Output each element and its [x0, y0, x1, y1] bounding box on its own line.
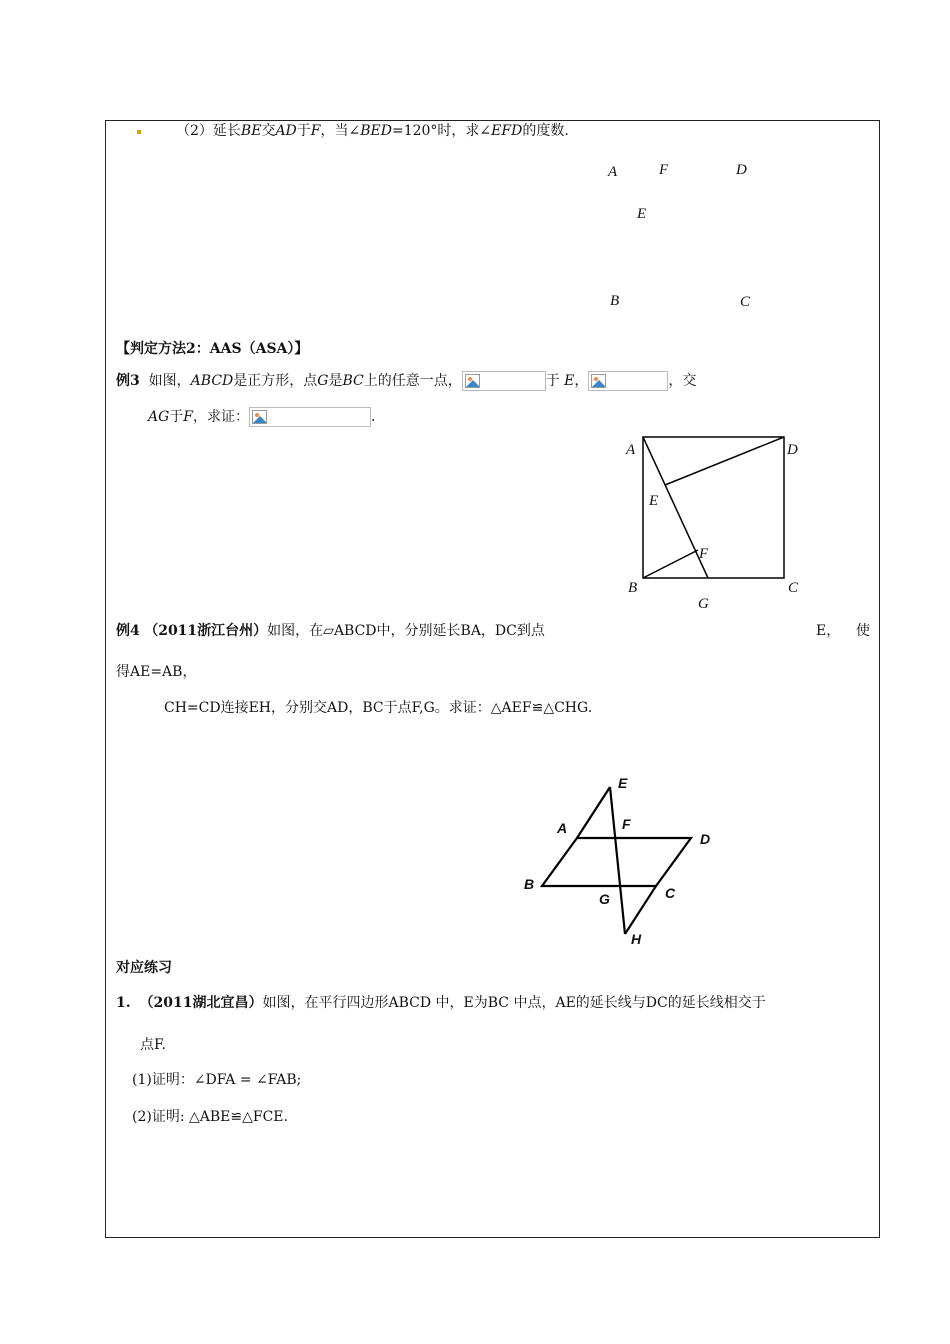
fig1-label-e: E — [637, 206, 647, 222]
example-4-point-e: E， — [816, 623, 841, 639]
fig2-label-b: B — [628, 580, 638, 596]
segment-ae — [577, 787, 610, 838]
fig3-label-a: A — [557, 820, 568, 836]
fig1-label-d: D — [736, 162, 747, 178]
fig2-label-d: D — [787, 442, 798, 458]
fig2-label-c: C — [788, 580, 799, 596]
example-3-line2: AG于F，求证： . — [148, 409, 376, 425]
fig2-label-e: E — [649, 493, 659, 509]
fig3-label-h: H — [631, 931, 642, 947]
fig3-label-c: C — [665, 885, 676, 901]
practice-1-line2: 点F. — [140, 1037, 166, 1053]
practice-1-line1: 1. （2011湖北宜昌）如图，在平行四边形ABCD 中，E为BC 中点，AE的延长线与DC的延长线相交于 — [116, 995, 766, 1011]
example-4-line1: 例4 （2011浙江台州）如图，在▱ABCD中，分别延长BA，DC到点 — [116, 623, 545, 639]
practice-1-part1: (1)证明：∠DFA = ∠FAB; — [132, 1072, 302, 1088]
method-2-heading: 【判定方法2：AAS（ASA）】 — [116, 341, 309, 357]
example-4-line3: CH=CD连接EH，分别交AD，BC于点F,G。求证：△AEF≌△CHG. — [164, 700, 593, 716]
fig3-label-e: E — [618, 775, 628, 791]
segment-ch — [625, 886, 656, 934]
fig3-label-d: D — [700, 831, 711, 847]
example-4-shi: 使 — [856, 623, 870, 639]
fig2-label-g: G — [698, 596, 709, 612]
fig1-label-f: F — [659, 162, 669, 178]
fig3-label-g: G — [599, 891, 610, 907]
fig1-label-b: B — [610, 293, 620, 309]
fig3-label-b: B — [524, 876, 535, 892]
example-4-line2: 得AE=AB， — [116, 664, 197, 680]
fig2-label-a: A — [626, 442, 636, 458]
fig1-label-c: C — [740, 294, 751, 310]
example-3-line1: 例3 如图，ABCD是正方形，点G是BC上的任意一点， 于 E， ，交 — [116, 373, 697, 389]
fig3-label-f: F — [622, 816, 631, 832]
segment-eh — [610, 787, 625, 934]
question-2-text: （2）延长BE交AD于F，当∠BED=120°时，求∠EFD的度数. — [176, 123, 569, 139]
fig1-label-a: A — [608, 164, 618, 180]
practice-heading: 对应练习 — [116, 960, 172, 976]
fig2-label-f: F — [699, 546, 709, 562]
practice-1-part2: (2)证明: △ABE≌△FCE. — [132, 1109, 288, 1125]
